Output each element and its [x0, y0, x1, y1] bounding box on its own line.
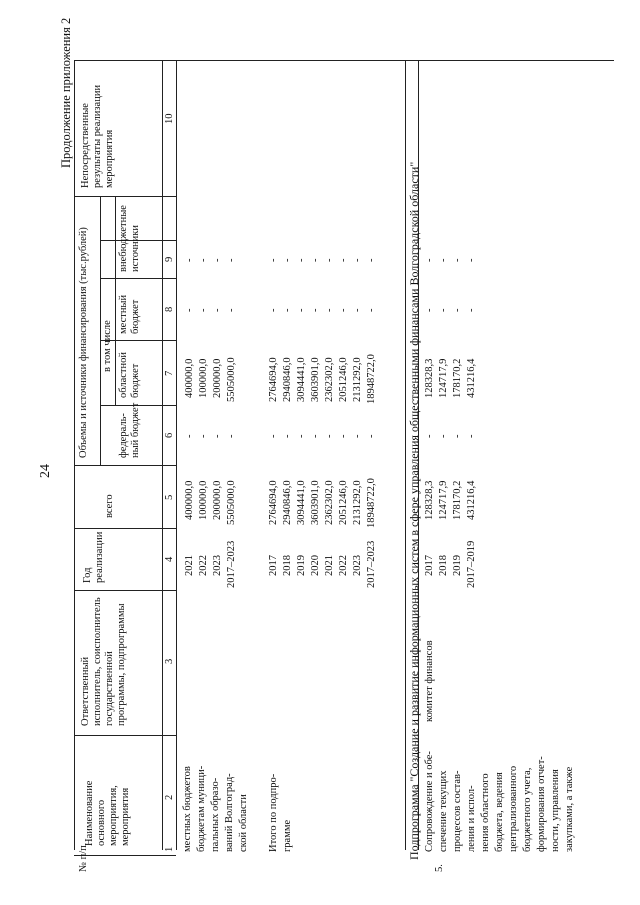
b2-r4-ext: - — [324, 258, 335, 262]
b2-r3-reg: 3603901,0 — [310, 357, 321, 402]
b2-r0-ext: - — [268, 258, 279, 262]
colnum-3: 3 — [164, 658, 175, 664]
colnum-1: 1 — [164, 846, 175, 852]
b2-r4-fed: - — [324, 434, 335, 438]
b2-r7-year: 2017–2023 — [366, 540, 377, 588]
block2-name-1: грамме — [282, 819, 293, 852]
header-year: Год реализации — [82, 531, 105, 583]
b3-r1-reg: 124717,9 — [438, 358, 449, 398]
b2-r6-year: 2023 — [352, 555, 363, 576]
b2-r0-fed: - — [268, 434, 279, 438]
b1-r0-year: 2021 — [184, 555, 195, 576]
b2-r5-total: 2051246,0 — [338, 480, 349, 525]
b3-r0-reg: 128328,3 — [424, 358, 435, 398]
b3-r3-loc: - — [466, 308, 477, 312]
b1-r1-year: 2022 — [198, 555, 209, 576]
b3-r1-ext: - — [438, 258, 449, 262]
b1-r3-year: 2017–2023 — [226, 540, 237, 588]
b1-r1-fed: - — [198, 434, 209, 438]
b3-r3-fed: - — [466, 434, 477, 438]
header-num: № п/п — [78, 845, 89, 872]
b3-r2-fed: - — [452, 434, 463, 438]
b1-r2-fed: - — [212, 434, 223, 438]
b2-r7-fed: - — [366, 434, 377, 438]
header-incl: в том числе — [102, 320, 113, 372]
b2-r4-year: 2021 — [324, 555, 335, 576]
b3-r3-total: 431216,4 — [466, 480, 477, 520]
b2-r1-loc: - — [282, 308, 293, 312]
header-regional: областной бюджет — [118, 352, 141, 398]
header-result: Непосредственные результаты реализации мероприятия — [80, 84, 115, 188]
b3-r0-fed: - — [424, 434, 435, 438]
b3-r0-total: 128328,3 — [424, 480, 435, 520]
b2-r5-loc: - — [338, 308, 349, 312]
b2-r7-total: 18948722,0 — [366, 478, 377, 528]
b2-r1-year: 2018 — [282, 555, 293, 576]
b2-r6-ext: - — [352, 258, 363, 262]
b1-r3-ext: - — [226, 258, 237, 262]
block3-name-6: централизованного — [508, 765, 519, 852]
block1-name-4: ской области — [238, 794, 249, 852]
b2-r3-year: 2020 — [310, 555, 321, 576]
b2-r2-total: 3094441,0 — [296, 480, 307, 525]
block3-resp: комитет финансов — [424, 640, 435, 722]
colnum-6: 6 — [164, 432, 175, 438]
b2-r7-loc: - — [366, 308, 377, 312]
b3-r3-reg: 431216,4 — [466, 358, 477, 398]
b1-r2-loc: - — [212, 308, 223, 312]
b3-r0-ext: - — [424, 258, 435, 262]
page-number: 24 — [38, 464, 53, 478]
b1-r0-loc: - — [184, 308, 195, 312]
block3-name-7: бюджетного учета, — [522, 767, 533, 852]
b2-r5-reg: 2051246,0 — [338, 357, 349, 402]
b2-r7-reg: 18948722,0 — [366, 354, 377, 404]
b2-r3-fed: - — [310, 434, 321, 438]
b2-r6-reg: 2131292,0 — [352, 357, 363, 402]
b1-r2-total: 200000,0 — [212, 480, 223, 520]
header-federal: федераль-ный бюджет — [118, 402, 141, 458]
block3-num: 5. — [434, 864, 445, 872]
colnum-2: 2 — [164, 794, 175, 800]
b1-r2-ext: - — [212, 258, 223, 262]
b2-r3-loc: - — [310, 308, 321, 312]
b2-r2-fed: - — [296, 434, 307, 438]
b2-r2-loc: - — [296, 308, 307, 312]
b1-r3-fed: - — [226, 434, 237, 438]
b3-r0-year: 2017 — [424, 555, 435, 576]
block1-name-3: ваний Волгоград- — [224, 773, 235, 852]
block2-name-0: Итого по подпро- — [268, 773, 279, 852]
b1-r3-loc: - — [226, 308, 237, 312]
b3-r0-loc: - — [424, 308, 435, 312]
b1-r0-total: 400000,0 — [184, 480, 195, 520]
header-extra: внебюджетные источники — [118, 205, 141, 272]
b1-r1-loc: - — [198, 308, 209, 312]
b3-r3-ext: - — [466, 258, 477, 262]
header-name: Наименование основного мероприятия, мероприятия — [84, 780, 131, 846]
block3-name-1: спечение текущих — [438, 770, 449, 852]
block1-name-0: местных бюджетов — [182, 766, 193, 852]
block3-name-2: процессов состав- — [452, 770, 463, 852]
b3-r2-loc: - — [452, 308, 463, 312]
b3-r2-total: 178170,2 — [452, 480, 463, 520]
b2-r2-ext: - — [296, 258, 307, 262]
colnum-7: 7 — [164, 370, 175, 376]
block3-name-5: бюджета, ведения — [494, 772, 505, 852]
colnum-8: 8 — [164, 306, 175, 312]
b2-r2-reg: 3094441,0 — [296, 357, 307, 402]
b1-r1-total: 100000,0 — [198, 480, 209, 520]
b1-r0-fed: - — [184, 434, 195, 438]
b1-r2-year: 2023 — [212, 555, 223, 576]
b2-r7-ext: - — [366, 258, 377, 262]
block3-name-3: ления и испол- — [466, 785, 477, 852]
b3-r1-year: 2018 — [438, 555, 449, 576]
block3-name-10: закупками, а также — [564, 766, 575, 852]
b2-r6-fed: - — [352, 434, 363, 438]
b1-r0-reg: 400000,0 — [184, 358, 195, 398]
b2-r1-total: 2940846,0 — [282, 480, 293, 525]
b1-r1-ext: - — [198, 258, 209, 262]
b2-r1-fed: - — [282, 434, 293, 438]
b2-r6-loc: - — [352, 308, 363, 312]
subprogram-title: Подпрограмма "Создание и развитие информационных систем в сфере управления общественными финансами Волгоградской области" — [407, 161, 421, 860]
b2-r6-total: 2131292,0 — [352, 480, 363, 525]
b2-r3-total: 3603901,0 — [310, 480, 321, 525]
colnum-10: 10 — [164, 113, 175, 124]
header-resp: Ответственный исполнитель, соисполнитель государственной программы, подпрограммы — [80, 597, 127, 726]
b2-r0-year: 2017 — [268, 555, 279, 576]
header-total: всего — [104, 494, 115, 518]
b3-r2-reg: 178170,2 — [452, 358, 463, 398]
b1-r3-reg: 5505000,0 — [226, 357, 237, 402]
b3-r2-ext: - — [452, 258, 463, 262]
b2-r4-total: 2362302,0 — [324, 480, 335, 525]
colnum-4: 4 — [164, 556, 175, 562]
b3-r2-year: 2019 — [452, 555, 463, 576]
b2-r0-loc: - — [268, 308, 279, 312]
block3-name-9: ности, управления — [550, 769, 561, 852]
block3-name-0: Сопровождение и обе- — [424, 751, 435, 852]
b3-r1-total: 124717,9 — [438, 480, 449, 520]
b2-r0-total: 2764694,0 — [268, 480, 279, 525]
b1-r1-reg: 100000,0 — [198, 358, 209, 398]
b2-r0-reg: 2764694,0 — [268, 357, 279, 402]
colnum-9: 9 — [164, 256, 175, 262]
b2-r4-reg: 2362302,0 — [324, 357, 335, 402]
continuation-note: Продолжение приложения 2 — [59, 17, 73, 168]
block1-name-1: бюджетам муници- — [196, 765, 207, 852]
b1-r2-reg: 200000,0 — [212, 358, 223, 398]
header-local: местный бюджет — [118, 294, 141, 334]
b2-r5-ext: - — [338, 258, 349, 262]
block1-name-2: пальных образо- — [210, 777, 221, 852]
b2-r1-reg: 2940846,0 — [282, 357, 293, 402]
b2-r4-loc: - — [324, 308, 335, 312]
block3-name-4: нения областного — [480, 773, 491, 852]
b1-r3-total: 5505000,0 — [226, 480, 237, 525]
b2-r5-year: 2022 — [338, 555, 349, 576]
header-volumes: Объемы и источники финансирования (тыс.рублей) — [78, 227, 89, 458]
b1-r0-ext: - — [184, 258, 195, 262]
b2-r1-ext: - — [282, 258, 293, 262]
b3-r1-loc: - — [438, 308, 449, 312]
b3-r3-year: 2017–2019 — [466, 540, 477, 588]
block3-name-8: формирования отчет- — [536, 756, 547, 852]
b2-r3-ext: - — [310, 258, 321, 262]
b2-r5-fed: - — [338, 434, 349, 438]
b3-r1-fed: - — [438, 434, 449, 438]
b2-r2-year: 2019 — [296, 555, 307, 576]
colnum-5: 5 — [164, 494, 175, 500]
